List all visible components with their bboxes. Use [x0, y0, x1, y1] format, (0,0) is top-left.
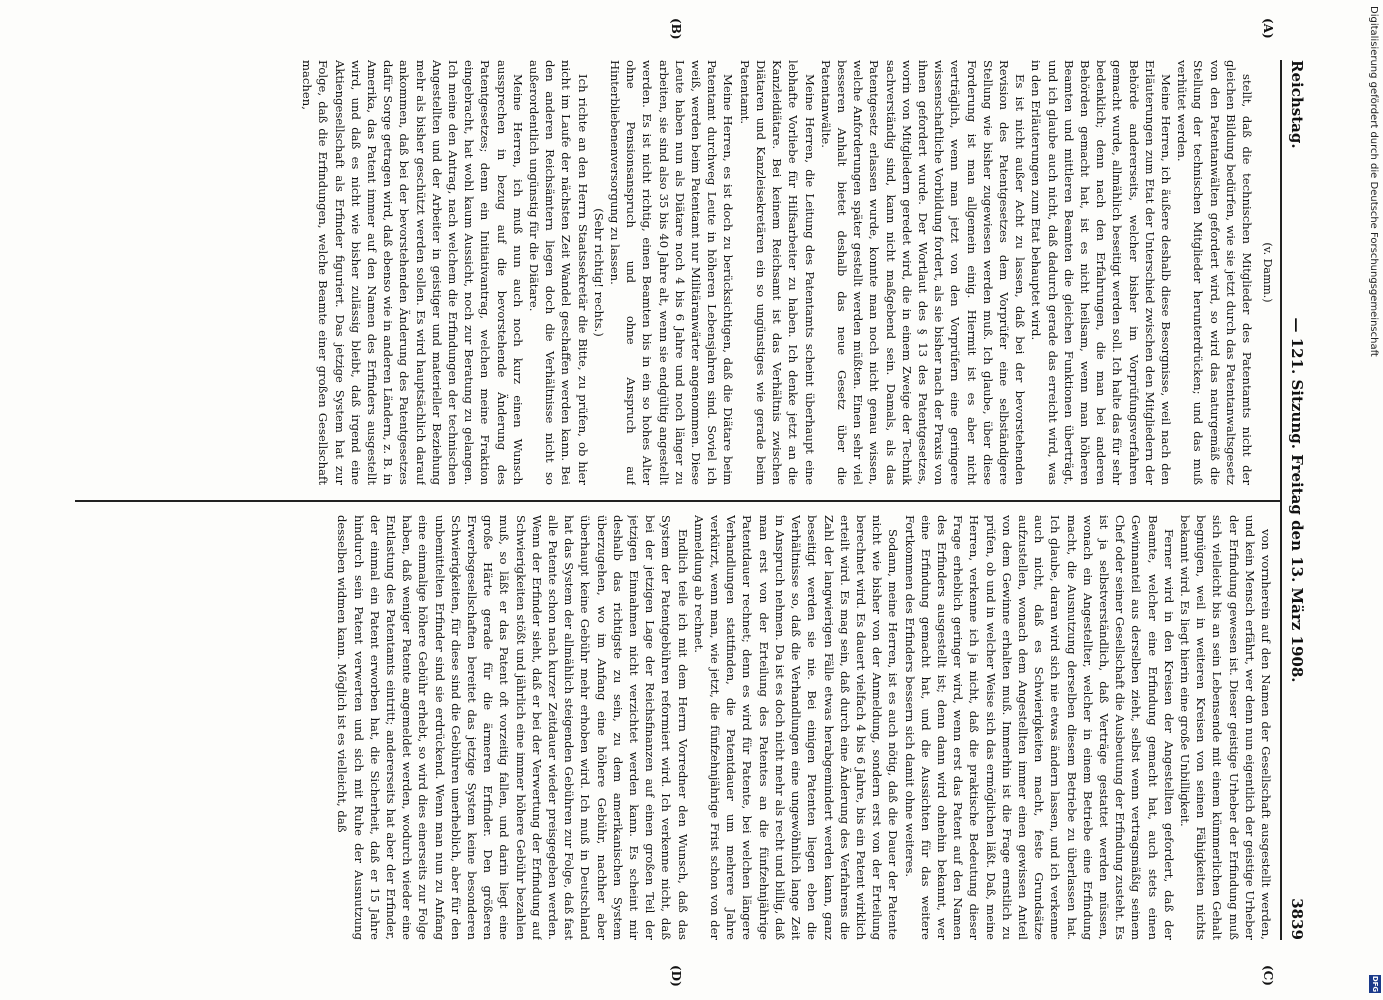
- paragraph: Ferner wird in den Kreisen der Angestellten gefordert, daß der Beamte, welcher eine Erfindung gemacht hat, auch stets einen Gewinnanteil aus derselben zieht, selbst wenn vertragsmäßig seinem Chef oder seiner Gesellschaft die Ausbeutung der Erfindung zusteht. Es ist ja selbstverständlich, daß Verträge gestattet werden müssen, wonach ein Angestellter, welcher in einem Betriebe eine Erfindung macht, die Ausnutzung derselben diesem Betriebe zu überlassen hat. Ich glaube, daran wird sich nie etwas ändern lassen, und ich verkenne auch nicht, daß es Schwierigkeiten macht, feste Grundsätze aufzustellen, wonach dem Angestellten immer einen gewissen Anteil von dem Gewinne erhalten muß. Immerhin ist die Frage ernstlich zu prüfen, ob und in welcher Weise sich das ermöglichen läßt. Daß, meine Herren, verkenne ich ja nicht, daß die praktische Bedeutung dieser Frage erheblich geringer wird, wenn erst das Patent auf den Namen des Erfinders ausgestellt ist; denn dann wird ohnehin bekannt, wer eine Erfindung gemacht hat, und die Aussichten für das weitere Fortkommen des Erfinders bessern sich damit ohne weiteres.: [902, 515, 1176, 940]
- paragraph: Es ist nicht außer Acht zu lassen, daß bei der bevorstehenden Revision des Patentgesetzes dem Vorprüfer eine selbständigere Stellung wie bisher zugewiesen werden muß. Ich glaube, über diese Forderung ist man allgemein einig. Hiermit ist es aber nicht verträglich, wenn man jetzt von den Vorprüfern eine geringere wissenschaftliche Vorbildung fordert, als sie bisher nach der Praxis von ihnen gefordert wurde. Der Wortlaut des § 13 des Patentgesetzes, worin von Mitgliedern geredet wird, die in einem Zweige der Technik sachverständig sind, kann nicht maßgebend sein. Damals, als das Patentgesetz erlassen wurde, konnte man noch nicht genau wissen, welche Anforderungen später gestellt werden müßten. Einen sehr viel besseren Anhalt bietet deshalb das neue Gesetz über die Patentanwälte.: [818, 60, 1028, 485]
- margin-mark-c: (C): [1261, 965, 1275, 986]
- margin-mark-d: (D): [669, 965, 683, 987]
- header-left: Reichstag.: [1288, 60, 1306, 149]
- header-rule: [1280, 60, 1282, 940]
- header-center: — 121. Sitzung. Freitag den 13. März 1908.: [1288, 317, 1306, 683]
- document-page: [68, 60, 1308, 940]
- left-column: [74, 60, 1274, 485]
- margin-mark-b: (B): [669, 18, 683, 40]
- paragraph: Meine Herren, ich äußere deshalb diese Besorgnisse, weil nach den Erläuterungen zum Etat der Unterschied zwischen den Mitgliedern der Behörde andererseits, welcher bisher im Vorprüfungsverfahren gemacht wurde, allmählich beseitigt werden soll. Ich halte das für sehr bedenklich; denn nach den Erfahrungen, die man bei anderen Behörden gemacht hat, ist es nicht heilsam, wenn man höheren Beamten und mittleren Beamten die gleichen Funktionen überträgt, und ich glaube auch nicht, daß dadurch gerade das erreicht wird, was in den Erläuterungen zum Etat behauptet wird.: [1029, 60, 1173, 485]
- interjection: (Sehr richtig! rechts.): [591, 208, 606, 337]
- digitization-credit: [1363, 0, 1383, 1000]
- dfg-logo: DFG: [1371, 975, 1379, 993]
- paragraph: Ich richte an den Herrn Staatssekretär die Bitte, zu prüfen, ob hier nicht im Laufe der nächsten Zeit Wandel geschaffen werden kann. Bei den anderen Reichsämtern liegen doch die Verhältnisse nicht so außerordentlich ungünstig für die Diätare.: [527, 60, 590, 485]
- paragraph: Meine Herren, es ist doch zu berücksichtigen, daß die Diätare beim Patentamt durchweg Leute in höheren Lebensjahren sind. Soviel ich weiß, werden beim Patentamt nur Militäranwärter angenommen. Diese Leute haben nun als Diätare noch 4 bis 6 Jahre und noch länger zu arbeiten, sie sind also 35 bis 40 Jahre alt, wenn sie endgültig angestellt werden. Es ist nicht richtig, einen Beamten bis in ein so hohes Alter ohne Pensionsanspruch und ohne Anspruch auf Hinterbliebenenversorgung zu lassen.: [608, 60, 736, 485]
- paragraph: stellt, daß die technischen Mitglieder des Patentamts nicht der gleichen Bildung bedürfen, wie sie jetzt durch das Patentanwaltsgesetz von den Patentanwälten gefordert wird, so wird das naturgemäß die Stellung der technischen Mitglieder herunterdrücken; und das muß verhütet werden.: [1175, 60, 1254, 485]
- paragraph: Sodann, meine Herren, ist es auch nötig, daß die Dauer der Patente nicht wie bisher von der Anmeldung, sondern erst von der Erteilung berechnet wird. Es dauert vielfach 4 bis 6 Jahre, bis ein Patent wirklich erteilt wird. Es mag sein, daß durch eine Änderung des Verfahrens die Zahl der langwierigen Fälle etwas herabgemindert werden kann, ganz beseitigt werden sie nie. Bei einigen Patenten liegen eben die Verhältnisse so, daß die Verhandlungen eine ungewöhnlich lange Zeit in Anspruch nehmen. Da ist es doch nicht mehr als recht und billig, daß man erst von der Erteilung des Patentes an die fünfzehnjährige Patentdauer rechnet; denn es wird für Patente, bei welchen längere Verhandlungen stattfinden, die Patentdauer um mehrere Jahre verkürzt, wenn man, wie jetzt, die fünfzehnjährige Frist schon von der Anmeldung ab rechnet.: [691, 515, 901, 940]
- paragraph: Meine Herren, ich muß nun auch noch kurz einen Wunsch aussprechen in bezug auf die bevorstehende Änderung des Patentgesetzes; denn ein Initiativantrag, welchen meine Fraktion eingebracht, hat wohl kaum Aussicht, noch zur Beratung zu gelangen. Ich meine den Antrag, nach welchem die Erfindungen der technischen Angestellten und der Arbeiter in geistiger und materieller Beziehung mehr als bisher geschützt werden sollen. Es wird hauptsächlich darauf ankommen, daß bei der bevorstehenden Änderung des Patentgesetzes dafür Sorge getragen wird, daß ebenso wie in anderen Ländern, z. B. in Amerika, das Patent immer auf den Namen des Erfinders ausgestellt wird, und daß es nicht wie bisher zulässig bleibt, daß irgend eine Aktiengesellschaft als Erfinder figuriert. Das jetzige System hat zur Folge, daß die Erfindungen, welche Beamte einer großen Gesellschaft machen,: [300, 60, 525, 485]
- speaker-label: (v. Damm.): [1261, 242, 1274, 303]
- page-number: 3839: [1288, 898, 1306, 940]
- paragraph: Endlich teile ich mit dem Herrn Vorredner den Wunsch, daß das System der Patentgebühren reformiert wird. Ich verkenne nicht, daß bei der jetzigen Lage der Reichsfinanzen auf einen großen Teil der jetzigen Einnahmen nicht verzichtet werden kann. Es scheint mir deshalb das richtigste zu sein, zu dem amerikanischen System überzugehen, wo im Anfang eine höhere Gebühr, nachher aber überhaupt keine Gebühr mehr erhoben wird. Ich muß in Deutschland hat das System der allmählich steigenden Gebühren zur Folge, daß fast alle Patente schon nach kurzer Zeitdauer wieder preisgegeben werden. Wenn der Erfinder sieht, daß er bei der Verwertung der Erfindung auf Schwierigkeiten stößt und jährlich eine immer höhere Gebühr bezahlen muß, so läßt er das Patent oft vorzeitig fallen, und darin liegt eine große Härte gerade für die ärmeren Erfinder. Den größeren Erwerbsgesellschaften bereitet das jetzige System keine besonderen Schwierigkeiten, für diese sind die Gebühren unerheblich, aber für den unbemittelten Erfinder sind sie erdrückend. Wenn man nun zu Anfang eine einmalige höhere Gebühr erhebt, so wird dies einerseits zur Folge haben, daß weniger Patente angemeldet werden, wodurch wieder eine Entlastung des Patentamts eintritt; andererseits hat aber der Erfinder, der einmal ein Patent erworben hat, die Sicherheit, daß er 15 Jahre hindurch sein Patent verwerten und sich mit Ruhe der Ausnutzung desselben widmen kann. Möglich ist es vielleicht, daß: [335, 515, 690, 940]
- paragraph: Meine Herren, die Leitung des Patentamts scheint überhaupt eine lebhafte Vorliebe für Hilfsarbeiter zu haben. Ich denke jetzt an die Kanzleidiätare. Bei keinem Reichsamt ist das Verhältnis zwischen Diätaren und Kanzleisekretären ein so ungünstiges wie gerade beim Patentamt.: [737, 60, 817, 485]
- column-divider: [75, 500, 1280, 502]
- right-column: [74, 515, 1274, 940]
- page-header: [1282, 60, 1308, 940]
- paragraph: von vornherein auf den Namen der Gesellschaft ausgestellt werden, und kein Mensch erfährt, wer denn nun eigentlich der geistige Urheber der Erfindung gewesen ist. Dieser geistige Urheber der Erfindung muß sich vielleicht bis an sein Lebensende mit einem kümmerlichen Gehalt begnügen, weil in weiteren Kreisen von seinen Fähigkeiten nichts bekannt wird. Es liegt hierin eine große Unbilligkeit.: [1177, 515, 1273, 940]
- margin-mark-a: (A): [1261, 18, 1275, 39]
- credit-text: Digitalisierung gefördert durch die Deutsche Forschungsgemeinschaft: [1368, 6, 1379, 357]
